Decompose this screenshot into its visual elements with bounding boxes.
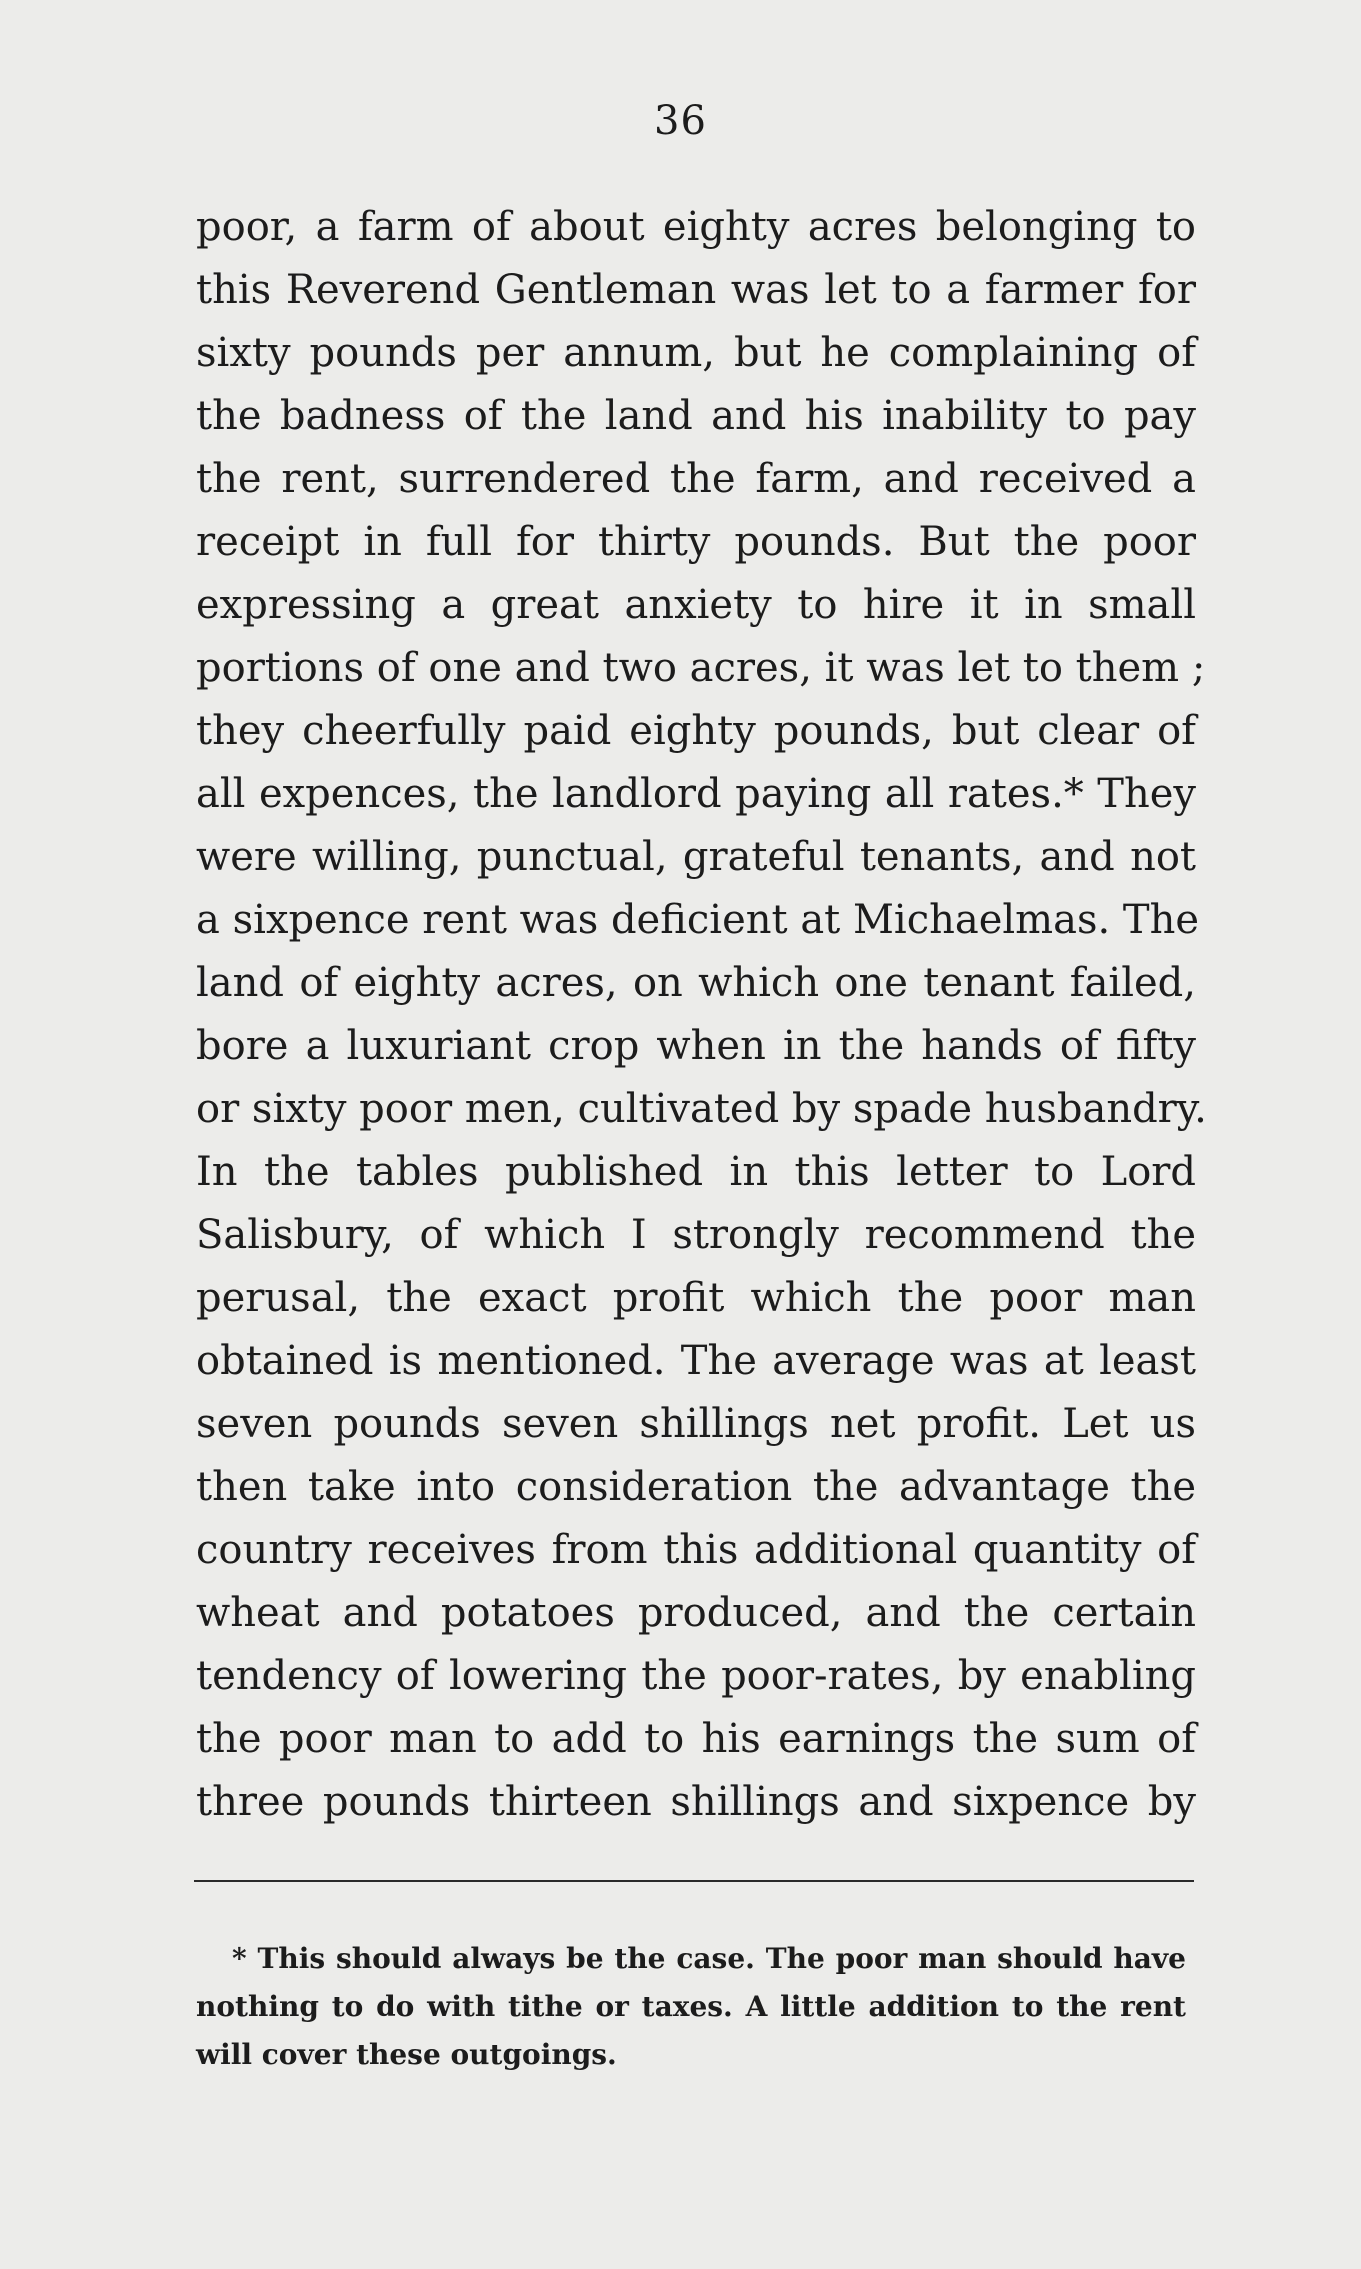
body-line: tendency of lowering the poor-rates, by enabling — [196, 1653, 1196, 1699]
body-line: receipt in full for thirty pounds. But the poor — [196, 519, 1196, 565]
footnote-line: will cover these outgoings. — [196, 2038, 617, 2071]
page-number: 36 — [654, 98, 707, 144]
body-line: this Reverend Gentleman was let to a farmer for — [196, 267, 1196, 313]
body-line: bore a luxuriant crop when in the hands of fifty — [196, 1023, 1196, 1069]
body-line: they cheerfully paid eighty pounds, but clear of — [196, 708, 1196, 754]
body-text — [196, 196, 1207, 1834]
body-line: seven pounds seven shillings net profit. Let us — [196, 1401, 1196, 1447]
body-line: were willing, punctual, grateful tenants, and not — [196, 834, 1196, 880]
body-line: all expences, the landlord paying all rates.* They — [196, 771, 1196, 817]
body-line: a sixpence rent was deficient at Michaelmas. The — [196, 897, 1200, 943]
body-line: country receives from this additional quantity of — [196, 1527, 1196, 1573]
body-line: then take into consideration the advantage the — [196, 1464, 1196, 1510]
footnote-divider — [194, 1880, 1194, 1882]
body-line: the rent, surrendered the farm, and received a — [196, 456, 1196, 502]
body-line: poor, a farm of about eighty acres belonging to — [196, 204, 1196, 250]
body-line: wheat and potatoes produced, and the certain — [196, 1590, 1196, 1636]
body-line: portions of one and two acres, it was let to them ; — [196, 645, 1206, 691]
body-line: land of eighty acres, on which one tenant failed, — [196, 960, 1196, 1006]
footnote-line: nothing to do with tithe or taxes. A little addition to the rent — [196, 1990, 1186, 2023]
body-line: Salisbury, of which I strongly recommend the — [196, 1212, 1196, 1258]
footnote — [196, 1935, 1186, 2079]
body-line: three pounds thirteen shillings and sixpence by — [196, 1779, 1196, 1825]
body-line: or sixty poor men, cultivated by spade husbandry. — [196, 1086, 1207, 1132]
body-line: perusal, the exact profit which the poor man — [196, 1275, 1196, 1321]
body-line: expressing a great anxiety to hire it in small — [196, 582, 1196, 628]
body-line: obtained is mentioned. The average was at least — [196, 1338, 1196, 1384]
body-line: In the tables published in this letter to Lord — [196, 1149, 1196, 1195]
body-line: sixty pounds per annum, but he complaining of — [196, 330, 1196, 376]
body-line: the badness of the land and his inability to pay — [196, 393, 1196, 439]
footnote-line: * This should always be the case. The poor man should have — [232, 1942, 1186, 1975]
body-line: the poor man to add to his earnings the sum of — [196, 1716, 1196, 1762]
